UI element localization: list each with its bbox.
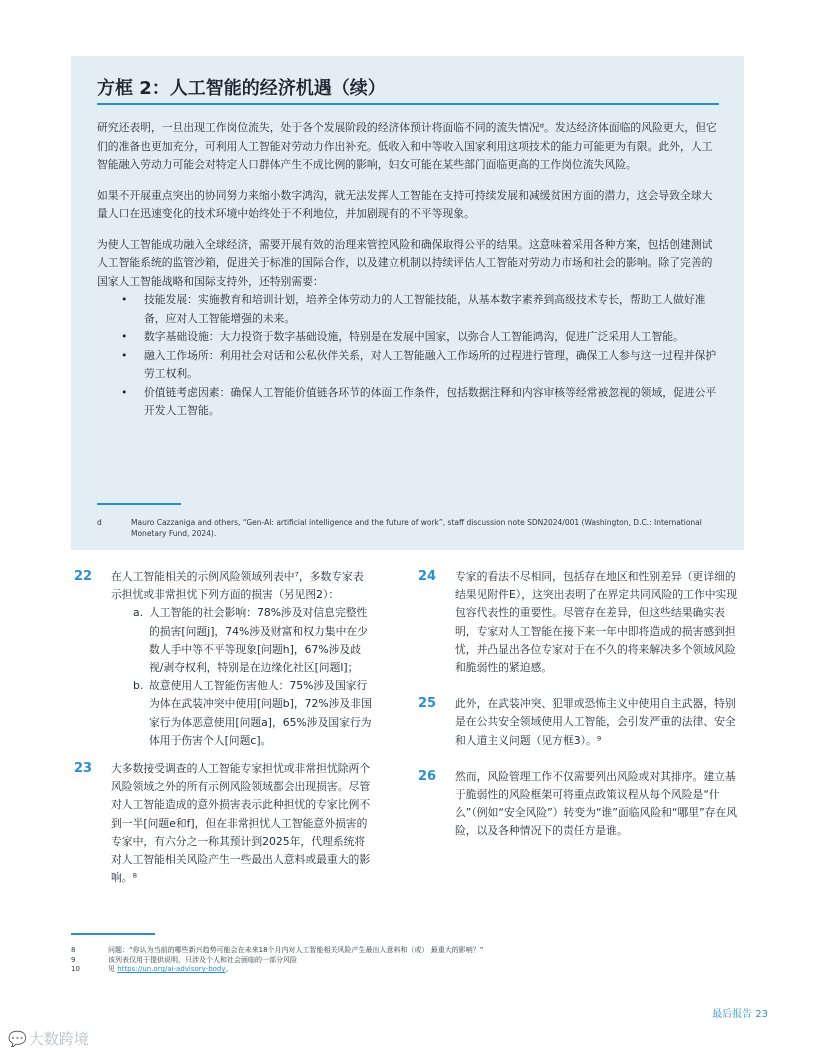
title-divider xyxy=(97,103,719,105)
footnote-text: 该列表仅用于提供说明，只涉及个人和社会面临的一部分风险 xyxy=(108,955,297,964)
box-paragraph-3: 为使人工智能成功融入全球经济，需要开展有效的治理来管控风险和确保取得公平的结果。这意味着采用各种方案，包括创建测试人工智能系统的监管沙箱，促进关于标准的国际合作，以及建立机制以持续评估人工智能对劳动力市场和社会的影响。除了完善的国家人工智能战略和国际支持外，还特别需要： xyxy=(97,237,713,288)
paragraph-text: 专家的看法不尽相同，包括存在地区和性别差异（更详细的结果见附件E），这突出表明了在界定共同风险的工作中实现包容代表性的重要性。尽管存在差异，但这些结果确实表明，专家对人工智能在接下来一年中即将造成的损害感到担忧，并凸显出各位专家对于在不久的将来解决多个领域风险和脆弱性的紧迫感。 xyxy=(455,570,738,675)
sub-item-b xyxy=(111,677,374,750)
watermark xyxy=(8,1028,89,1049)
footnote-9 xyxy=(71,956,731,966)
page-footer: 最后报告 23 xyxy=(712,1009,768,1020)
chat-bubble-icon: 💬 xyxy=(8,1030,27,1048)
right-column xyxy=(418,568,744,851)
box-footnote xyxy=(97,517,719,539)
footnote-suffix: 。 xyxy=(225,965,233,973)
sub-letter: a. xyxy=(133,606,144,620)
paragraph-number: 26 xyxy=(418,768,437,784)
paragraph-text: 大多数接受调查的人工智能专家担忧或非常担忧除两个风险领域之外的所有示例风险领域都会出现损害。尽管对人工智能造成的意外损害表示此种担忧的专家比例不到一半[问题e和f]，但在非常担忧人工智能意外损害的专家中，有六分之一称其预计到2025年，代理系统将对人工智能相关风险产生一些最出人意料或最重大的影响。⁸ xyxy=(111,762,371,885)
advisory-body-link[interactable]: https://un.org/ai-advisory-body xyxy=(117,965,226,973)
footnote-prefix: 见 xyxy=(108,965,118,973)
box-title: 方框 2：人工智能的经济机遇（续） xyxy=(97,78,386,99)
paragraph-number: 23 xyxy=(74,761,93,777)
list-item: • 价值链考虑因素：确保人工智能价值链各环节的体面工作条件，包括数据注释和内容审核等经常被忽视的领域，促进公平开发人工智能。 xyxy=(97,384,719,421)
footnote-text: Mauro Cazzaniga and others, “Gen-AI: artificial intelligence and the future of work”, staff discussion note SDN2024/001 (Washington, D.C.: International Monetary Fund, 2024). xyxy=(131,518,702,538)
paragraph-number: 24 xyxy=(418,569,437,584)
list-item: • 技能发展：实施教育和培训计划，培养全体劳动力的人工智能技能，从基本数字素养到高级技术专长，帮助工人做好准备，应对人工智能增强的未来。 xyxy=(97,291,719,328)
paragraph-text: 此外，在武装冲突、犯罪或恐怖主义中使用自主武器，特别是在公共安全领域使用人工智能，会引发严重的法律、安全和人道主义问题（见方框3）。⁹ xyxy=(455,697,736,747)
paragraph-number: 25 xyxy=(418,696,437,712)
page-footnotes xyxy=(71,946,731,975)
watermark-text: 大数跨境 xyxy=(28,1030,89,1048)
list-item: • 融入工作场所：利用社会对话和公私伙伴关系，对人工智能融入工作场所的过程进行管理，确保工人参与这一过程并保护劳工权利。 xyxy=(97,347,719,384)
footnote-mark: 9 xyxy=(71,955,76,964)
paragraph-number: 22 xyxy=(74,569,93,584)
footnote-text: 问题：“你认为当前的哪些新兴趋势可能会在未来18个月内对人工智能相关风险产生最出人意料和（或） 最重大的影响？” xyxy=(108,946,484,954)
left-column xyxy=(74,568,374,897)
paragraph-text: 在人工智能相关的示例风险领域列表中⁷，多数专家表示担忧或非常担忧下列方面的损害（另见图2）： xyxy=(111,570,364,602)
sub-text: 人工智能的社会影响：78%涉及对信息完整性的损害[问题j]，74%涉及财富和权力集中在少数人手中等不平等现象[问题h]，67%涉及歧视/剥夺权利，特别是在边缘化社区[问题l]； xyxy=(149,606,368,675)
box-body xyxy=(97,119,719,421)
sub-text: 故意使用人工智能伤害他人：75%涉及国家行为体在武装冲突中使用[问题b]，72%涉及非国家行为体恶意使用[问题a]，65%涉及国家行为体用于伤害个人[问题c]。 xyxy=(149,679,372,747)
paragraph-24 xyxy=(418,568,744,677)
paragraph-26 xyxy=(418,768,744,841)
page-footnote-divider xyxy=(71,933,155,935)
paragraph-text: 然而，风险管理工作不仅需要列出风险或对其排序。建立基于脆弱性的风险框架可将重点政策议程从每个风险是“什么”（例如“安全风险”）转变为“谁”面临风险和“哪里”存在风险，以及各种情况下的责任方是谁。 xyxy=(455,769,738,838)
sub-letter: b. xyxy=(133,679,144,693)
box-paragraph-2: 如果不开展重点突出的协同努力来缩小数字鸿沟，就无法发挥人工智能在支持可持续发展和减缓贫困方面的潜力，这会导致全球大量人口在迅速变化的技术环境中始终处于不利地位，并加剧现有的不平等现象。 xyxy=(97,188,713,220)
needs-list xyxy=(97,291,719,421)
paragraph-23 xyxy=(74,760,374,887)
paragraph-25 xyxy=(418,695,744,750)
footnote-mark: d xyxy=(97,518,102,527)
paragraph-22 xyxy=(74,568,374,750)
box-footnote-divider xyxy=(97,503,181,505)
footnote-mark: 8 xyxy=(71,946,76,954)
box-2-panel xyxy=(71,56,744,550)
footnote-10 xyxy=(71,965,731,975)
box-paragraph-1: 研究还表明，一旦出现工作岗位流失，处于各个发展阶段的经济体预计将面临不同的流失情况ᵈ。发达经济体面临的风险更大，但它们的准备也更加充分，可利用人工智能对劳动力作出补充。低收入和中等收入国家利用这项技术的能力可能更为有限。此外，人工智能融入劳动力可能会对特定人口群体产生不成比例的影响，妇女可能在某些部门面临更高的工作岗位流失风险。 xyxy=(97,121,717,171)
footnote-mark: 10 xyxy=(71,965,80,973)
footnote-8 xyxy=(71,946,731,956)
sub-item-a xyxy=(111,604,374,677)
list-item: • 数字基础设施：大力投资于数字基础设施，特别是在发展中国家，以弥合人工智能鸿沟，促进广泛采用人工智能。 xyxy=(97,328,719,347)
